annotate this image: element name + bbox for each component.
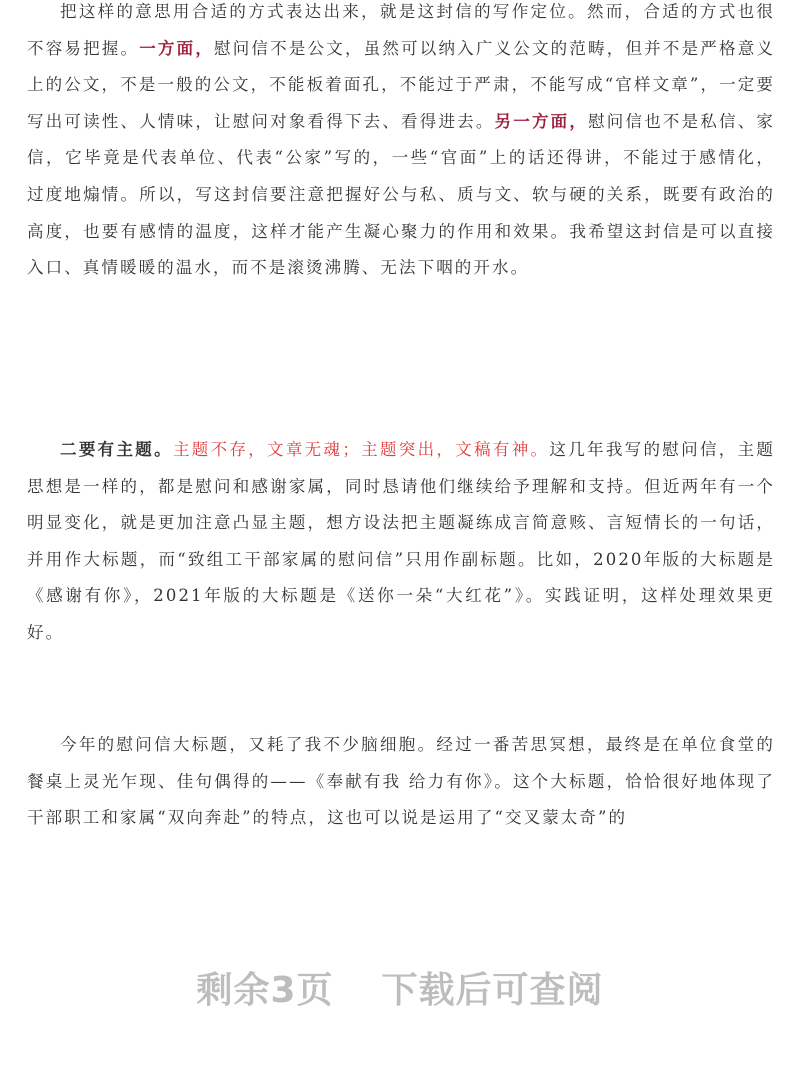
paragraph-1-text-a: 把这样的意思用合适的方式表达出来，就是这封信的写作定位。然而，合适的方式也很不容易把握。 [27, 2, 775, 58]
download-prompt-banner[interactable] [0, 962, 800, 1013]
paragraph-1-text-c: 慰问信也不是私信、家信，它毕竟是代表单位、代表“公家”写的，一些“官面”上的话还得讲，不能过于感情化，过度地煽情。所以，写这封信要注意把握好公与私、质与文、软与硬的关系，既要有政治的高度，也要有感情的温度，这样才能产生凝心聚力的作用和效果。我希望这封信是可以直接入口、真情暖暖的温水，而不是滚烫沸腾、无法下咽的开水。 [27, 111, 776, 278]
paragraph-3 [27, 727, 775, 837]
paragraph-1-text-b: 慰问信不是公文，虽然可以纳入广义公文的范畴，但并不是严格意义上的公文，不是一般的公文，不能板着面孔，不能过于严肃，不能写成“官样文章”，一定要写出可读性、人情味，让慰问对象看得下去、看得进去。 [27, 38, 775, 131]
emphasis-on-other-hand: 另一方面， [494, 111, 589, 131]
paragraph-2-text: 这几年我写的慰问信，主题思想是一样的，都是慰问和感谢家属，同时恳请他们继续给予理解和支持。但近两年有一个明显变化，就是更加注意凸显主题，想方设法把主题凝练成言简意赅、言短情长的一句话，并用作大标题，而“致组工干部家属的慰问信”只用作副标题。比如，2020年版的大标题是《感谢有你》，2021年版的大标题是《送你一朵“大红花”》。实践证明，这样处理效果更好。 [27, 440, 776, 642]
remaining-pages-text: 剩余3页 [196, 970, 334, 1011]
paragraph-1 [27, 0, 775, 287]
paragraph-3-text: 今年的慰问信大标题，又耗了我不少脑细胞。经过一番苦思冥想，最终是在单位食堂的餐桌上灵光乍现、佳句偶得的——《奉献有我 给力有你》。这个大标题，恰恰很好地体现了干部职工和家属“双向奔赴”的特点，这也可以说是运用了“交叉蒙太奇”的 [27, 735, 775, 828]
section-heading-theme: 二要有主题。 [60, 440, 173, 459]
download-to-view-text: 下载后可查阅 [381, 970, 604, 1011]
paragraph-2 [27, 432, 775, 652]
emphasis-on-one-hand: 一方面， [139, 38, 215, 58]
theme-highlight: 主题不存，文章无魂；主题突出，文稿有神。 [172, 440, 550, 459]
